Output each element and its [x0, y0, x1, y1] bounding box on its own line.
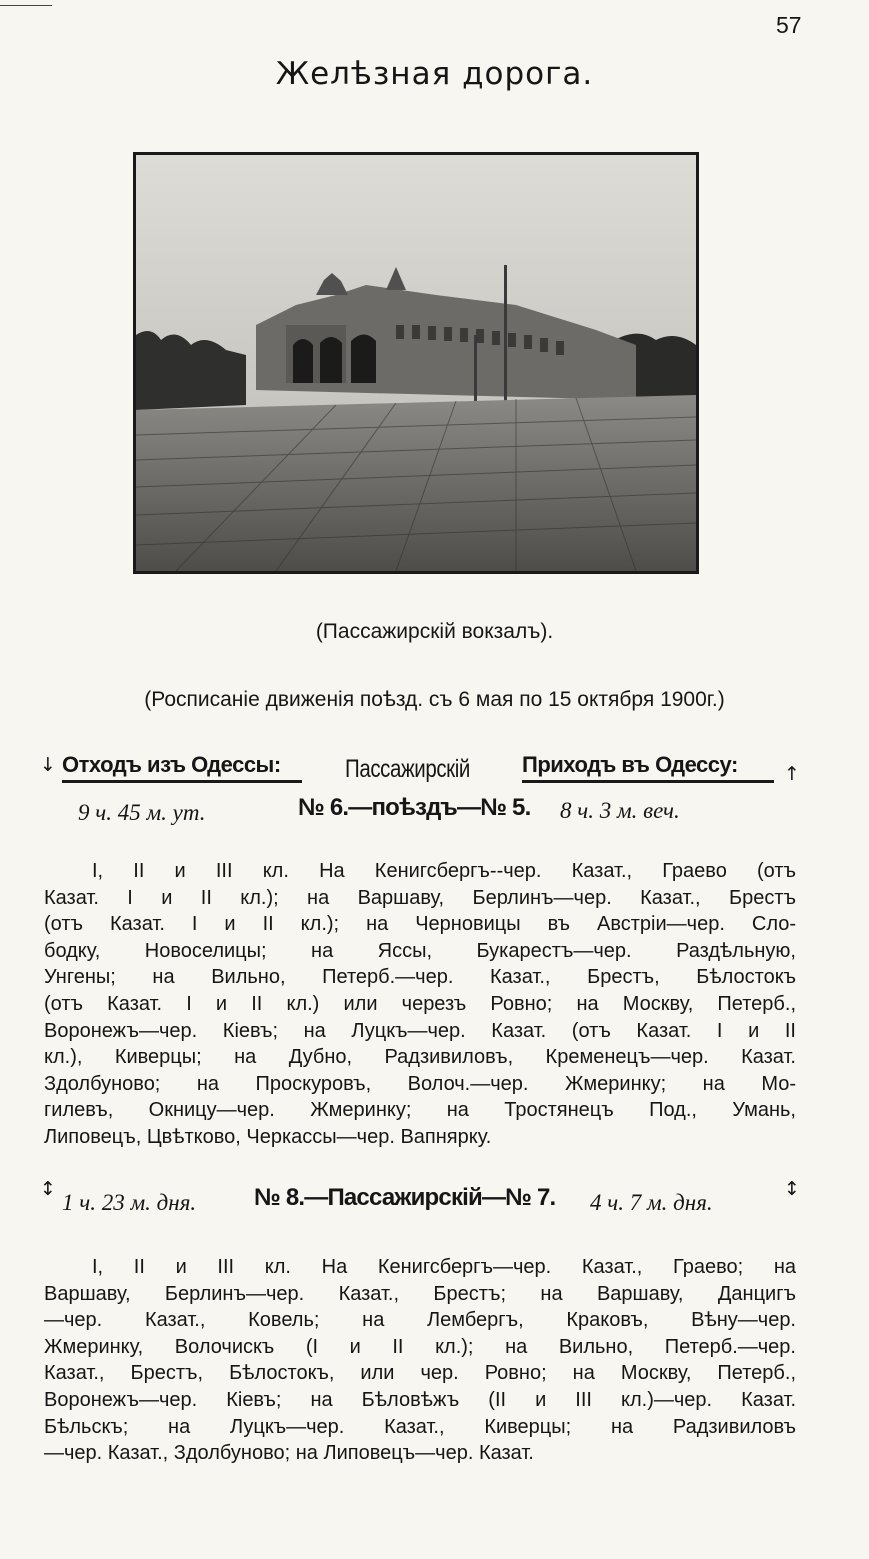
train-type-header: Пассажирскій — [345, 755, 470, 783]
page-number: 57 — [776, 12, 802, 38]
text-line: Казат. I и II кл.); на Варшаву, Берлинъ—чер. Казат., Брестъ — [44, 886, 796, 909]
text-line: (отъ Казат. I и II кл.); на Черновицы въ Австріи—чер. Сло- — [44, 913, 796, 936]
text-line: Бѣльскъ; на Луцкъ—чер. Казат., Киверцы; на Радзивиловъ — [44, 1415, 796, 1438]
text-line: бодку, Новоселицы; на Яссы, Букарестъ—чер. Раздѣльную, — [44, 939, 796, 962]
train1-label: № 6.—поѣздъ—№ 5. — [298, 794, 531, 821]
station-photo — [133, 152, 699, 574]
text-line: —чер. Казат., Ковель; на Лембергъ, Краковъ, Вѣну—чер. — [44, 1309, 796, 1332]
text-line: Унгены; на Вильно, Петерб.—чер. Казат., Брестъ, Бѣлостокъ — [44, 966, 796, 989]
text-line: Жмеринку, Волочискъ (I и II кл.); на Вильно, Петерб.—чер. — [44, 1335, 796, 1358]
train2-connections — [44, 1254, 796, 1467]
train2-arrival-time: 4 ч. 7 м. дня. — [590, 1190, 713, 1215]
departure-header: Отходъ изъ Одессы: — [62, 752, 302, 783]
text-line: Воронежъ—чер. Кіевъ; на Луцкъ—чер. Казат. (отъ Казат. I и II — [44, 1019, 796, 1042]
photo-caption: (Пассажирскій вокзалъ). — [315, 620, 554, 643]
train1-departure-time: 9 ч. 45 м. ут. — [78, 800, 206, 825]
train2-departure-time: 1 ч. 23 м. дня. — [62, 1190, 197, 1215]
station-photo-image — [136, 155, 696, 571]
text-line: гилевъ, Окницу—чер. Жмеринку; на Тростянецъ Под., Умань, — [44, 1099, 796, 1122]
up-arrow-icon: ↑ — [784, 763, 800, 785]
train1-connections — [44, 858, 796, 1151]
page-title: Желѣзная дорога. — [275, 56, 594, 92]
top-rule — [0, 5, 52, 6]
text-line: —чер. Казат., Здолбуново; на Липовецъ—чер. Казат. — [44, 1442, 534, 1465]
text-line: Воронежъ—чер. Кіевъ; на Бѣловѣжъ (II и III кл.)—чер. Казат. — [44, 1388, 796, 1411]
text-line: Здолбуново; на Проскуровъ, Волоч.—чер. Жмеринку; на Мо- — [44, 1072, 796, 1095]
down-up-arrow-icon: ↕ — [40, 1178, 56, 1200]
down-arrow-icon: ↓ — [40, 754, 56, 776]
text-line: I, II и III кл. На Кенигсбергъ--чер. Казат., Граево (отъ — [92, 860, 796, 882]
train2-label: № 8.—Пассажирскій—№ 7. — [254, 1184, 556, 1211]
text-line: Казат., Брестъ, Бѣлостокъ, или чер. Ровно; на Москву, Петерб., — [44, 1362, 796, 1385]
text-line: Варшаву, Берлинъ—чер. Казат., Брестъ; на Варшаву, Данцигъ — [44, 1282, 796, 1305]
schedule-note: (Росписаніе движенія поѣзд. съ 6 мая по 15 октября 1900г.) — [144, 688, 725, 711]
text-line: I, II и III кл. На Кенигсбергъ—чер. Казат., Граево; на — [92, 1256, 796, 1278]
arrival-header: Приходъ въ Одессу: — [522, 752, 774, 783]
text-line: Липовецъ, Цвѣтково, Черкассы—чер. Вапнярку. — [44, 1125, 492, 1148]
train1-arrival-time: 8 ч. 3 м. веч. — [560, 798, 680, 823]
text-line: (отъ Казат. I и II кл.) или черезъ Ровно; на Москву, Петерб., — [44, 992, 796, 1015]
up-down-arrow-icon: ↕ — [784, 1178, 800, 1200]
text-line: кл.), Киверцы; на Дубно, Радзивиловъ, Кременецъ—чер. Казат. — [44, 1046, 796, 1069]
